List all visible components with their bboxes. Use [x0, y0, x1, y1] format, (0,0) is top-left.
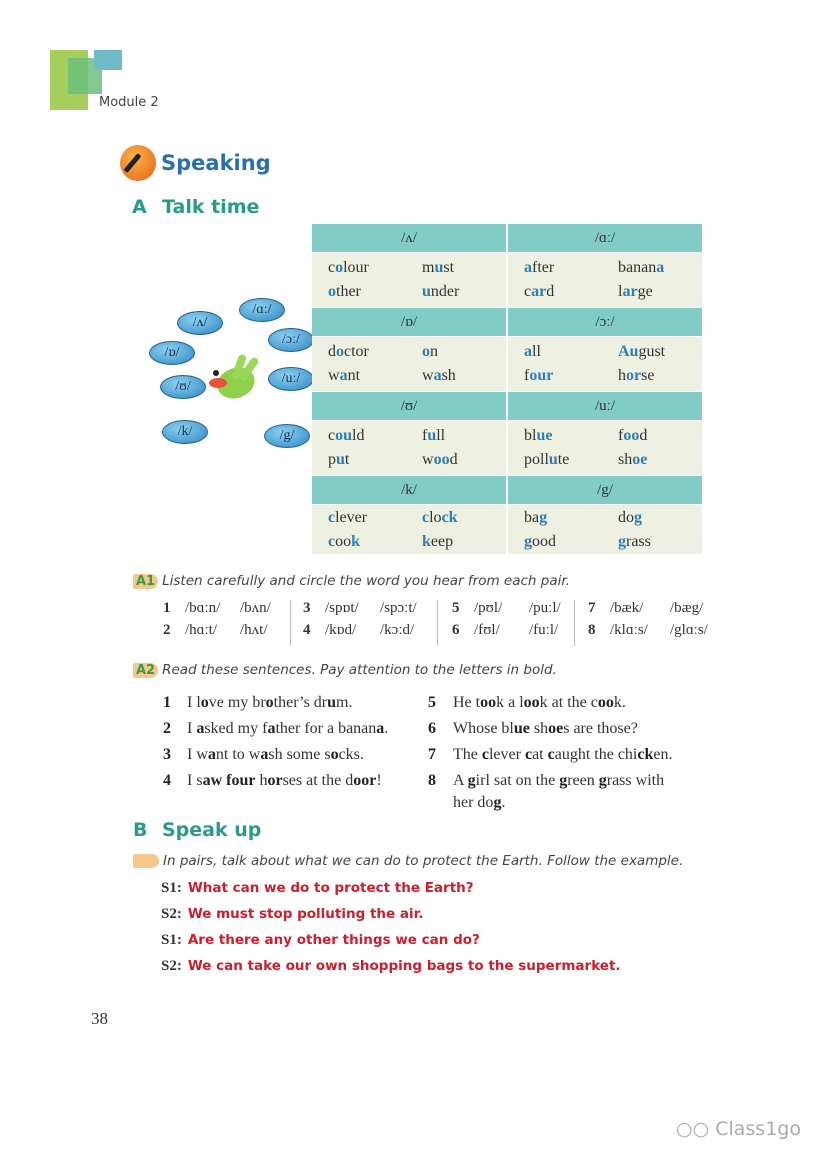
sentence-part: sh — [529, 720, 549, 737]
sentence-part: A — [453, 772, 468, 789]
sentence-number: 2 — [163, 720, 171, 737]
sentence — [453, 770, 664, 792]
a2-instruction-line — [133, 662, 557, 678]
table-word — [422, 448, 458, 472]
table-word — [618, 364, 654, 388]
word-part: lever — [335, 509, 368, 526]
sentence-part: ther’s dr — [273, 694, 328, 711]
word-part: h — [618, 367, 626, 384]
dialogue-text: What can we do to protect the Earth? — [187, 880, 474, 896]
table-word — [524, 340, 541, 364]
word-part: ou — [335, 427, 353, 444]
word-part: o — [335, 259, 344, 276]
a1-option: /bɑːn/ — [185, 600, 221, 616]
sentence-part: oo — [480, 694, 497, 711]
sentence-part: sked my f — [204, 720, 268, 737]
word-part: f — [524, 367, 530, 384]
word-part: ther — [336, 283, 361, 300]
table-word — [328, 256, 369, 280]
sound-header: /ɑː/ — [594, 230, 616, 246]
sentence-part: ! — [376, 772, 382, 789]
table-word — [618, 340, 665, 364]
word-part: ll — [436, 427, 446, 444]
sentence-part: her do — [453, 794, 494, 811]
a1-option: /bʌn/ — [240, 600, 271, 616]
a1-instruction-line — [133, 573, 570, 589]
a1-option: /hɑːt/ — [185, 622, 218, 638]
word-part: d — [546, 283, 555, 300]
subsection-b-letter: B — [133, 819, 148, 841]
sentence-part: Whose bl — [453, 720, 514, 737]
sentence — [453, 744, 672, 766]
word-part: g — [539, 509, 548, 526]
sentence-part: nt to w — [215, 746, 261, 763]
sentence — [187, 744, 364, 766]
a1-number: 7 — [588, 600, 596, 616]
sound-header: /g/ — [597, 482, 613, 498]
a1-badge: A1 — [133, 574, 158, 589]
sentence-number: 6 — [428, 720, 436, 737]
sound-header: /uː/ — [594, 398, 615, 414]
a1-number: 5 — [452, 600, 460, 616]
sentence-part: or — [267, 772, 283, 789]
divider — [437, 600, 438, 646]
table-word — [618, 424, 647, 448]
divider — [574, 600, 575, 646]
speaker: S1: — [161, 880, 182, 896]
sentence-part: a — [207, 746, 216, 763]
sound-bubble: /ɔː/ — [268, 328, 314, 352]
table-word — [422, 280, 459, 304]
word-part: Au — [618, 343, 639, 360]
word-part: our — [529, 367, 554, 384]
sentence-part: s are those? — [563, 720, 638, 737]
sentence-part: ve my br — [208, 694, 266, 711]
a1-option: /fʊl/ — [474, 622, 500, 638]
word-part: a — [433, 367, 442, 384]
table-cell — [312, 253, 508, 307]
page-number: 38 — [91, 1009, 108, 1028]
dialogue-text: We must stop polluting the air. — [187, 906, 424, 922]
chat-icon: ○○ — [676, 1118, 710, 1140]
word-part: a — [524, 259, 532, 276]
sentence-part: aught the chi — [554, 746, 638, 763]
sentence-part: o — [200, 694, 209, 711]
table-word — [422, 340, 438, 364]
table-word — [618, 256, 664, 280]
sentence-part: . — [501, 794, 506, 811]
word-part: gust — [638, 343, 666, 360]
sound-table — [312, 224, 702, 555]
table-word — [328, 424, 364, 448]
table-header-row — [312, 392, 702, 420]
table-cell — [508, 505, 702, 554]
word-part: c — [422, 509, 430, 526]
word-part: sh — [618, 451, 633, 468]
subsection-b-title: Speak up — [162, 819, 262, 841]
a1-instruction: Listen carefully and circle the word you hear from each pair. — [162, 573, 570, 589]
table-word — [524, 448, 569, 472]
table-body-row — [312, 252, 702, 308]
sentence-part: I w — [187, 746, 208, 763]
subsection-a-title: Talk time — [162, 196, 260, 218]
word-part: lo — [429, 509, 442, 526]
sentence-number: 1 — [163, 694, 171, 711]
word-part: d — [449, 451, 458, 468]
word-part: ck — [441, 509, 458, 526]
sound-bubble: /uː/ — [268, 367, 314, 391]
a1-option: /spɔːt/ — [380, 600, 417, 616]
sentence-part: o — [265, 694, 274, 711]
word-part: ld — [352, 427, 365, 444]
table-word — [328, 530, 360, 554]
sentence — [453, 718, 638, 740]
sentence-number: 8 — [428, 772, 436, 789]
word-part: fter — [532, 259, 555, 276]
table-word — [328, 364, 360, 388]
sentence-part: I l — [187, 694, 201, 711]
word-part: f — [422, 427, 428, 444]
word-part: c — [328, 533, 336, 550]
sentence-part: k a l — [496, 694, 524, 711]
table-cell — [508, 337, 702, 391]
sound-header: /ʌ/ — [312, 224, 508, 252]
a1-number: 8 — [588, 622, 596, 638]
table-word — [618, 506, 642, 530]
table-word — [422, 530, 453, 554]
sentence-part: sh some s — [268, 746, 331, 763]
a1-option: /bæk/ — [610, 600, 644, 616]
section-title: Speaking — [161, 151, 271, 175]
sentence-part: k at the c — [539, 694, 598, 711]
sentence-part: a — [260, 746, 269, 763]
module-label: Module 2 — [99, 95, 159, 110]
sentence-part: ck — [637, 746, 654, 763]
word-part: bl — [524, 427, 537, 444]
word-part: t — [344, 451, 350, 468]
word-part: a — [524, 343, 532, 360]
word-part: sh — [441, 367, 456, 384]
table-cell — [312, 337, 508, 391]
sentence — [187, 770, 382, 792]
table-body-row — [312, 336, 702, 392]
sentence-part: oo — [523, 694, 540, 711]
word-part: c — [328, 509, 336, 526]
speaker: S1: — [161, 932, 182, 948]
word-part: g — [618, 533, 626, 550]
table-word — [328, 506, 367, 530]
sentence-part: k. — [613, 694, 626, 711]
table-word — [328, 448, 349, 472]
sound-header: /ʊ/ — [312, 392, 508, 420]
word-part: a — [656, 259, 665, 276]
word-part: nder — [430, 283, 460, 300]
sentence-number: 3 — [163, 746, 171, 763]
dialogue-text: We can take our own shopping bags to the supermarket. — [187, 958, 621, 974]
word-part: ar — [531, 283, 547, 300]
table-cell — [312, 505, 508, 554]
sentence-part: a — [376, 720, 385, 737]
sound-header: /ɔː/ — [595, 314, 615, 330]
a1-option: /glɑːs/ — [670, 622, 708, 638]
sentence-part: four — [226, 772, 256, 789]
sentence-part: ther for a banan — [275, 720, 377, 737]
a1-number: 1 — [163, 600, 171, 616]
dialogue-line — [161, 906, 423, 923]
sentence-part: cks. — [338, 746, 364, 763]
table-word — [422, 364, 456, 388]
sentence-part: ue — [513, 720, 530, 737]
table-word — [524, 424, 552, 448]
word-part: u — [427, 427, 437, 444]
sentence — [187, 692, 352, 714]
sentence-part: irl sat on the — [475, 772, 560, 789]
a1-option: /bæg/ — [670, 600, 704, 616]
a1-option: /kɔːd/ — [380, 622, 415, 638]
word-part: u — [434, 259, 444, 276]
sentence — [187, 718, 388, 740]
word-part: eep — [430, 533, 454, 550]
word-part: f — [618, 427, 624, 444]
word-part: oo — [433, 451, 450, 468]
word-part: m — [422, 259, 435, 276]
word-part: w — [328, 367, 340, 384]
a1-option: /spɒt/ — [325, 600, 359, 616]
word-part: l — [618, 283, 623, 300]
a1-option: /pʊl/ — [474, 600, 503, 616]
table-body-row — [312, 504, 702, 555]
watermark-text: Class1go — [715, 1118, 801, 1140]
dialogue-text: Are there any other things we can do? — [187, 932, 480, 948]
word-part: poll — [524, 451, 549, 468]
sound-bubble: /ɒ/ — [149, 341, 195, 365]
word-part: rass — [626, 533, 651, 550]
word-part: p — [328, 451, 336, 468]
sentence-part: The — [453, 746, 482, 763]
word-part: c — [328, 427, 336, 444]
table-word — [524, 506, 547, 530]
word-part: te — [557, 451, 570, 468]
speaker: S2: — [161, 958, 182, 974]
word-part: w — [422, 367, 434, 384]
table-word — [524, 256, 554, 280]
sentence-part: h — [255, 772, 268, 789]
table-cell — [312, 421, 508, 475]
word-part: ar — [622, 283, 638, 300]
speaker: S2: — [161, 906, 182, 922]
sentence — [453, 792, 505, 814]
sentence-part: c — [481, 746, 489, 763]
sentence-part: oo — [597, 694, 614, 711]
word-part: g — [524, 533, 532, 550]
sentence-part: at — [532, 746, 548, 763]
sound-bubble: /ʌ/ — [177, 311, 223, 335]
word-part: ue — [536, 427, 553, 444]
sentence-part: en. — [653, 746, 673, 763]
word-part: banan — [618, 259, 657, 276]
word-part: o — [328, 283, 336, 300]
sentence-part: rass with — [606, 772, 665, 789]
sentence-part: reen — [567, 772, 599, 789]
sentence-part: g — [598, 772, 607, 789]
word-part: ba — [524, 509, 540, 526]
sentence-part: I s — [187, 772, 203, 789]
table-cell — [508, 253, 702, 307]
sentence-part: m. — [336, 694, 353, 711]
word-part: g — [634, 509, 642, 526]
sentence-part: oor — [353, 772, 377, 789]
table-header-row — [312, 476, 702, 504]
table-word — [328, 340, 369, 364]
sentence-part: aw — [202, 772, 223, 789]
word-part: st — [443, 259, 455, 276]
sentence-part: lever — [488, 746, 525, 763]
sentence-part: o — [330, 746, 339, 763]
sentence-part: a — [196, 720, 205, 737]
word-part: nt — [347, 367, 361, 384]
sentence-number: 7 — [428, 746, 436, 763]
sentence-part: g — [493, 794, 502, 811]
word-part: ood — [532, 533, 556, 550]
word-part: do — [618, 509, 634, 526]
word-part: se — [641, 367, 655, 384]
table-body-row — [312, 420, 702, 476]
word-part: n — [430, 343, 438, 360]
table-header-row — [312, 224, 702, 252]
word-part: oe — [632, 451, 648, 468]
sound-bubble: /ɑː/ — [239, 298, 285, 322]
sentence-part: oe — [548, 720, 564, 737]
word-part: d — [328, 343, 336, 360]
b-instruction: In pairs, talk about what we can do to protect the Earth. Follow the example. — [163, 853, 684, 869]
word-part: u — [422, 283, 431, 300]
subsection-a-letter: A — [132, 196, 147, 218]
sentence-part: I — [187, 720, 197, 737]
sentence-part: a — [267, 720, 276, 737]
word-part: w — [422, 451, 434, 468]
table-word — [328, 280, 361, 304]
dialogue-line — [161, 958, 621, 975]
a1-number: 2 — [163, 622, 171, 638]
word-part: k — [422, 533, 431, 550]
word-part: c — [524, 283, 532, 300]
word-part: o — [422, 343, 430, 360]
sentence-part: g — [467, 772, 476, 789]
sound-bubble: /k/ — [162, 420, 208, 444]
table-word — [524, 530, 556, 554]
word-part: o — [336, 343, 344, 360]
b-badge — [133, 854, 159, 868]
sound-bubble: /ʊ/ — [160, 375, 206, 399]
microphone-icon — [120, 145, 156, 181]
sound-bubble: /g/ — [264, 424, 310, 448]
table-header-row — [312, 308, 702, 336]
word-part: or — [626, 367, 642, 384]
word-part: d — [639, 427, 648, 444]
word-part: k — [351, 533, 361, 550]
a1-number: 4 — [303, 622, 311, 638]
table-word — [422, 256, 454, 280]
sentence-part: . — [384, 720, 389, 737]
table-word — [618, 448, 647, 472]
parrot-illustration — [205, 360, 265, 410]
sentence — [453, 692, 626, 714]
b-instruction-line — [133, 853, 683, 869]
a1-option: /hʌt/ — [240, 622, 268, 638]
word-part: c — [328, 259, 336, 276]
sentence-part: c — [524, 746, 533, 763]
a2-badge: A2 — [133, 663, 158, 678]
word-part: a — [339, 367, 348, 384]
sentence-number: 4 — [163, 772, 171, 789]
table-word — [422, 506, 458, 530]
table-word — [618, 280, 653, 304]
table-word — [422, 424, 445, 448]
a1-number: 6 — [452, 622, 460, 638]
divider — [290, 600, 291, 646]
word-part: u — [548, 451, 558, 468]
sound-header: /k/ — [312, 476, 508, 504]
dialogue-line — [161, 880, 474, 897]
word-part: u — [336, 451, 345, 468]
word-part: lour — [343, 259, 369, 276]
a1-option: /fuːl/ — [529, 622, 559, 638]
a1-option: /kɒd/ — [325, 622, 357, 638]
table-word — [524, 364, 553, 388]
word-part: ctor — [344, 343, 369, 360]
a1-option: /puːl/ — [529, 600, 561, 616]
a2-instruction: Read these sentences. Pay attention to the letters in bold. — [162, 662, 557, 678]
watermark — [676, 1118, 801, 1140]
sound-header: /ɒ/ — [312, 308, 508, 336]
word-part: oo — [335, 533, 352, 550]
sentence-part: g — [559, 772, 568, 789]
a1-number: 3 — [303, 600, 311, 616]
table-word — [618, 530, 651, 554]
sentence-part: u — [327, 694, 337, 711]
sentence-part: He t — [453, 694, 481, 711]
sentence-part: ses at the d — [282, 772, 354, 789]
dialogue-line — [161, 932, 480, 949]
table-cell — [508, 421, 702, 475]
word-part: oo — [623, 427, 640, 444]
word-part: ge — [637, 283, 653, 300]
word-part: ll — [532, 343, 541, 360]
table-word — [524, 280, 554, 304]
sentence-part: c — [547, 746, 555, 763]
sentence-number: 5 — [428, 694, 436, 711]
a1-option: /klɑːs/ — [610, 622, 648, 638]
